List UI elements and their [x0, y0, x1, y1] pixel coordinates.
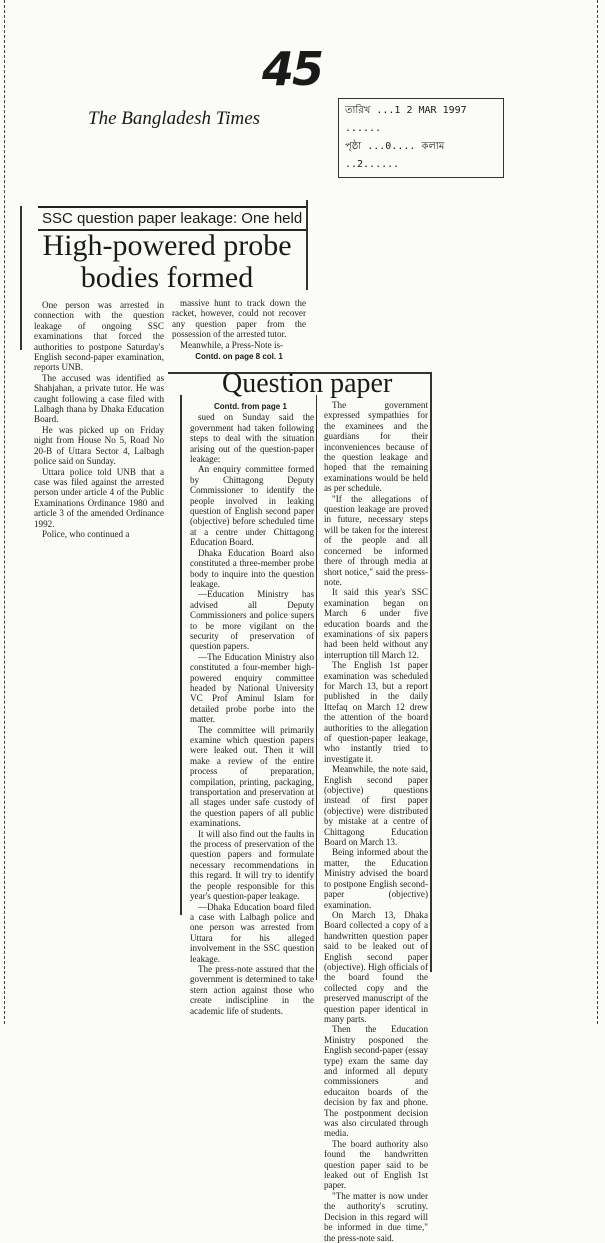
paragraph: Then the Education Ministry posponed the English second-paper (essay type) exam the same day and informed all deputy commissioners and educaiton boards of the decision by fax and phone. The postponment decision was also circulated through media.: [324, 1024, 428, 1139]
paragraph: Meanwhile, a Press-Note is-: [180, 339, 284, 350]
paragraph: The accused was identified as Shahjahan, a private tutor. He was caught following a case filed with Lalbagh thana by Dhaka Education Board.: [34, 372, 164, 425]
article1-column-1: [34, 300, 164, 539]
paragraph: Police, who continued a: [42, 528, 130, 539]
article2-column-2: [324, 400, 428, 1243]
paragraph: Uttara police told UNB that a case was filed against the arrested person under article 4 of the Public Examinations Ordinance 1980 and article 3 of the amended Ordinance 1992.: [34, 466, 164, 529]
continued-note: Contd. on page 8 col. 1: [195, 352, 283, 362]
paragraph: "If the allegations of question leakage are proved in future, necessary steps will be taken for the interest of the people and all concerned be informed there of through media at short notice," said the press-note.: [324, 493, 428, 587]
archive-stamp: [338, 98, 504, 178]
paragraph: "The matter is now under the authority's scrutiny. Decision in this regard will be informed in due time," the press-note said.: [324, 1190, 428, 1243]
scan-edge-left: [4, 0, 5, 1024]
page-number: 45: [262, 42, 323, 96]
scan-edge-right: [597, 0, 598, 1024]
paragraph: —Dhaka Education board filed a case with Lalbagh police and one person was arrested from Uttara for his alleged involvement in the SSC question leakage.: [190, 901, 314, 964]
paragraph: It said this year's SSC examination began on March 6 under five education boards and the examinations of six papers had been held without any interruption till March 12.: [324, 587, 428, 660]
paragraph: —Education Ministry has advised all Deputy Commissioners and police supers to be more vigilant on the security of preservation of question papers.: [190, 589, 314, 652]
paragraph: An enquiry committee formed by Chittagong Deputy Commissioner to identify the people involved in leaking question of English second paper (objective) before scheduled time at a centre under Chittagong Education Board.: [190, 464, 314, 548]
paragraph: The committee will primarily examine which question papers were leaked out. Then it will make a review of the entire process of preparation, compilation, printing, packaging, transportation and preservation at all stages under safe custody of the question papers of all public examinations.: [190, 724, 314, 829]
stamp-page-line: পৃষ্ঠা ...0.... কলাম ..2......: [345, 141, 445, 170]
headline-line-1: High-powered probe: [42, 229, 292, 262]
article2-column-1: [190, 402, 314, 1016]
stamp-date-line: তারিখ ...1 2 MAR 1997 ......: [345, 105, 467, 134]
paragraph: sued on Sunday said the government had taken following steps to deal with the situation arising out of the question-paper leakage:: [190, 412, 314, 465]
paragraph: The board authority also found the handwritten question paper said to be leaked out of English 1st paper.: [324, 1138, 428, 1191]
paragraph: The English 1st paper examination was scheduled for March 13, but a report published in the daily Ittefaq on March 12 drew the attention of the board authorities to the allegation of question-paper leakage, who instantly tried to investigate it.: [324, 660, 428, 764]
paragraph: massive hunt to track down the racket, however, could not recover any question paper from the possession of the arrested tutor.: [172, 298, 306, 340]
paragraph: One person was arrested in connection with the question leakage of ongoing SSC examinations that forced the authorities to postpone Saturday's English second-paper examination, reports UNB.: [34, 300, 164, 373]
paragraph: Dhaka Education Board also constituted a three-member probe body to inquire into the question leakage.: [190, 547, 314, 589]
paragraph: Meanwhile, the note said, English second paper (objective) questions instead of first paper (objective) were distributed by mistake at a centre of Chittagong Education Board on March 13.: [324, 764, 428, 848]
continuation-title: Question paper: [222, 368, 393, 399]
article1-column-2: [172, 298, 306, 362]
paragraph: He was picked up on Friday night from House No 5, Road No 20-B of Uttara Sector 4, Lalbagh police said on Sunday.: [34, 424, 164, 467]
headline-line-2: bodies formed: [80, 261, 254, 294]
paragraph: On March 13, Dhaka Board collected a copy of a handwritten question paper said to be leaked out of English second paper (objective). High officials of the board found the collected copy and the preserved manuscript of the question paper identical in many parts.: [324, 909, 428, 1024]
continued-from-note: Contd. from page 1: [214, 402, 287, 411]
paragraph: Being informed about the matter, the Education Ministry advised the board to postpone English second-paper (objective) examination.: [324, 847, 428, 910]
paragraph: The government expressed sympathies for the examinees and the guardians for their inconveniences because of the question leakage and hoped that the remaining examinations would be held as per schedule.: [324, 400, 428, 494]
article-kicker: SSC question paper leakage: One held: [38, 206, 306, 231]
paragraph: It will also find out the faults in the process of preservation of the question papers and formulate necessary recommendations in this regard. It will try to identify the people responsible for this year's question-paper leakage.: [190, 828, 314, 902]
article-headline: [28, 230, 306, 294]
paragraph: —The Education Ministry also constituted a four-member high-powered enquiry committee headed by National University VC Prof Aminul Islam for detailed probe porbe into the matter.: [190, 651, 314, 725]
paragraph: The press-note assured that the government is determined to take stern action against those who create indiscipline in the academic life of students.: [190, 963, 314, 1016]
masthead: The Bangladesh Times: [88, 108, 261, 129]
